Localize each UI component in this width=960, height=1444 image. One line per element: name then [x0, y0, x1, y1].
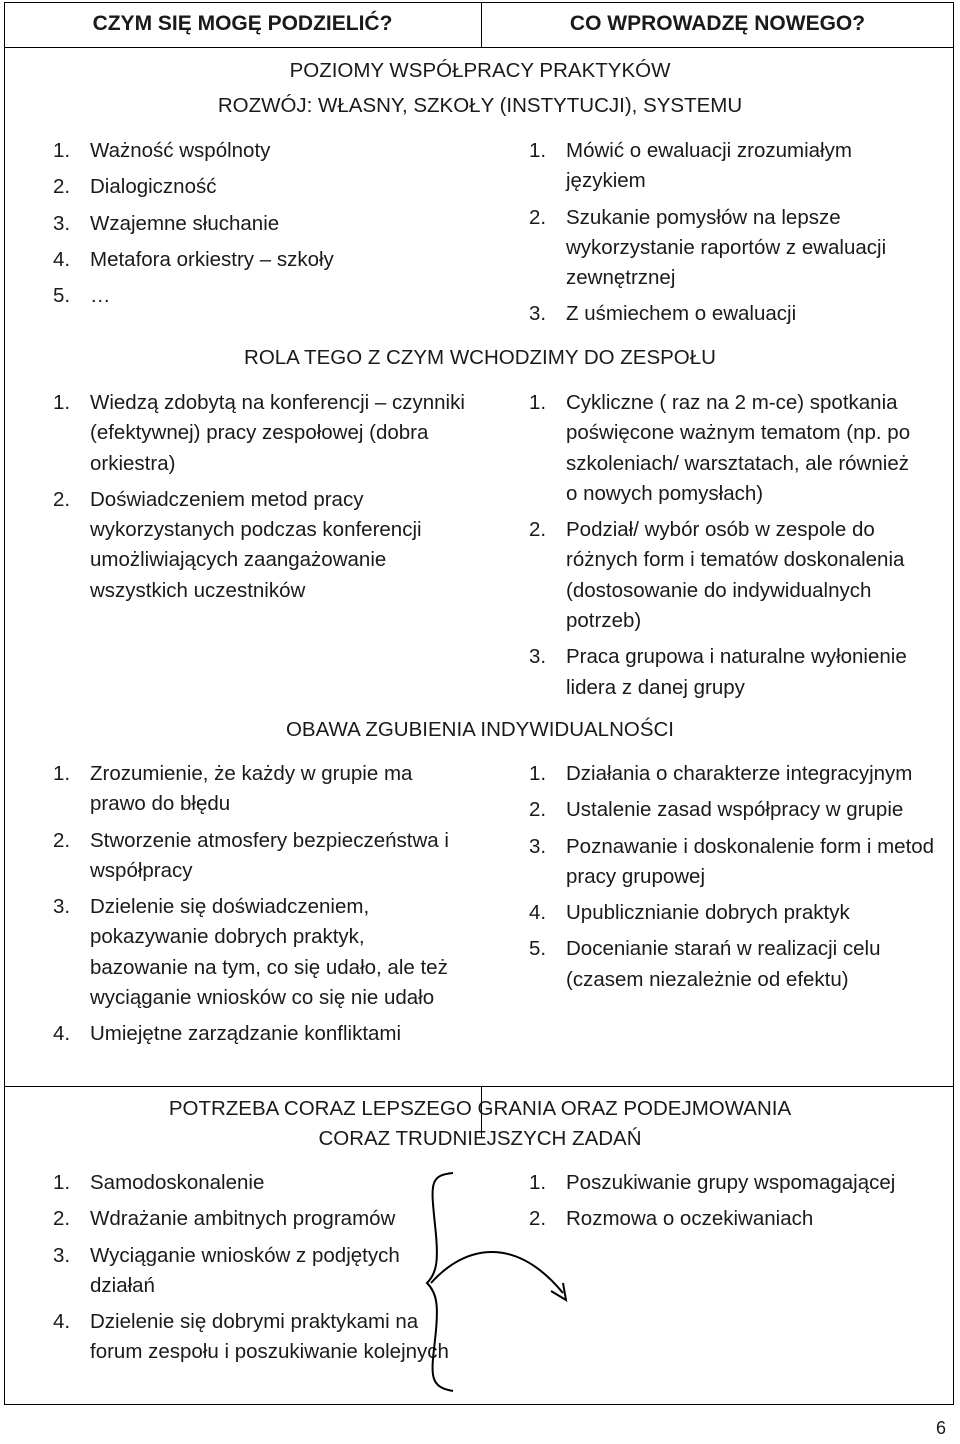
brace-arrow-drawing — [425, 1165, 585, 1400]
list-item: 2. Ustalenie zasad współpracy w grupie — [529, 798, 904, 822]
list-item: 1. Cykliczne ( raz na 2 m-ce) spotkania poświęcone ważnym tematom (np. po szkoleniach/ warsztatach, ale również o nowych pomysłach) — [529, 391, 911, 505]
section4-right-list — [529, 1168, 949, 1241]
section3-right-list — [529, 759, 947, 1001]
list-item: 1. Mówić o ewaluacji zrozumiałym językiem — [529, 139, 852, 193]
section-divider — [4, 1086, 954, 1087]
list-item: 1. Samodoskonalenie — [53, 1171, 265, 1194]
list-item: 4. Upublicznianie dobrych praktyk — [529, 901, 850, 925]
section4-left-list — [53, 1168, 458, 1374]
list-item: 5. Docenianie starań w realizacji celu (czasem niezależnie od efektu) — [529, 937, 881, 991]
list-item: 2. Doświadczeniem metod pracy wykorzystanych podczas konferencji umożliwiających zaangażowanie wszystkich uczestników — [53, 487, 422, 602]
section1-right-list — [529, 136, 929, 336]
list-item: 1. Zrozumienie, że każdy w grupie ma prawo do błędu — [53, 762, 413, 816]
list-item: 2. Dialogiczność — [53, 175, 217, 199]
list-item: 3. Wzajemne słuchanie — [53, 211, 280, 235]
list-item: 4. Umiejętne zarządzanie konfliktami — [53, 1022, 402, 1046]
list-item: 2. Szukanie pomysłów na lepsze wykorzystanie raportów z ewaluacji zewnętrznej — [529, 205, 887, 290]
header-right: CO WPROWADZĘ NOWEGO? — [569, 12, 866, 35]
section3-title: OBAWA ZGUBIENIA INDYWIDUALNOŚCI — [285, 718, 675, 741]
list-item: 2. Stworzenie atmosfery bezpieczeństwa i współpracy — [53, 828, 449, 882]
section3-left-list — [53, 759, 463, 1056]
section1-title: POZIOMY WSPÓŁPRACY PRAKTYKÓW — [289, 59, 671, 82]
section1-subtitle: ROZWÓJ: WŁASNY, SZKOŁY (INSTYTUCJI), SYSTEMU — [217, 94, 743, 117]
header-divider — [4, 47, 954, 48]
page-number: 6 — [935, 1418, 946, 1438]
list-item: 3. Wyciąganie wniosków z podjętych działań — [53, 1243, 400, 1297]
list-item: 4. Dzielenie się dobrymi praktykami na forum zespołu i poszukiwanie kolejnych — [53, 1310, 449, 1364]
list-item: 3. Poznawanie i doskonalenie form i metod pracy grupowej — [529, 834, 935, 888]
list-item: 3. Z uśmiechem o ewaluacji — [529, 302, 797, 326]
list-item: 5. … — [53, 284, 111, 308]
section2-left-list — [53, 388, 468, 612]
section1-left-list — [53, 136, 473, 317]
list-item: 3. Dzielenie się doświadczeniem, pokazywanie dobrych praktyk, bazowanie na tym, co się udało, ale też wyciąganie wniosków co się nie udało — [53, 895, 448, 1010]
section2-right-list — [529, 388, 914, 709]
list-item: 2. Podział/ wybór osób w zespole do różnych form i tematów doskonalenia (dostosowanie do indywidualnych potrzeb) — [529, 518, 905, 633]
list-item: 3. Praca grupowa i naturalne wyłonienie lidera z danej grupy — [529, 645, 907, 699]
section4-title: POTRZEBA CORAZ LEPSZEGO GRANIA ORAZ PODEJMOWANIA — [168, 1097, 792, 1120]
list-item: 2. Wdrażanie ambitnych programów — [53, 1207, 396, 1231]
list-item: 2. Rozmowa o oczekiwaniach — [529, 1207, 814, 1231]
section2-title: ROLA TEGO Z CZYM WCHODZIMY DO ZESPOŁU — [244, 346, 716, 369]
list-item: 1. Wiedzą zdobytą na konferencji – czynniki (efektywnej) pracy zespołowej (dobra orkiestra) — [53, 391, 465, 475]
list-item: 4. Metafora orkiestry – szkoły — [53, 247, 334, 271]
list-item: 1. Poszukiwanie grupy wspomagającej — [529, 1171, 896, 1194]
list-item: 1. Działania o charakterze integracyjnym — [529, 762, 913, 785]
section4-subtitle: CORAZ TRUDNIEJSZYCH ZADAŃ — [318, 1127, 642, 1150]
list-item: 1. Ważność wspólnoty — [53, 139, 271, 162]
header-left: CZYM SIĘ MOGĘ PODZIELIĆ? — [92, 12, 393, 35]
